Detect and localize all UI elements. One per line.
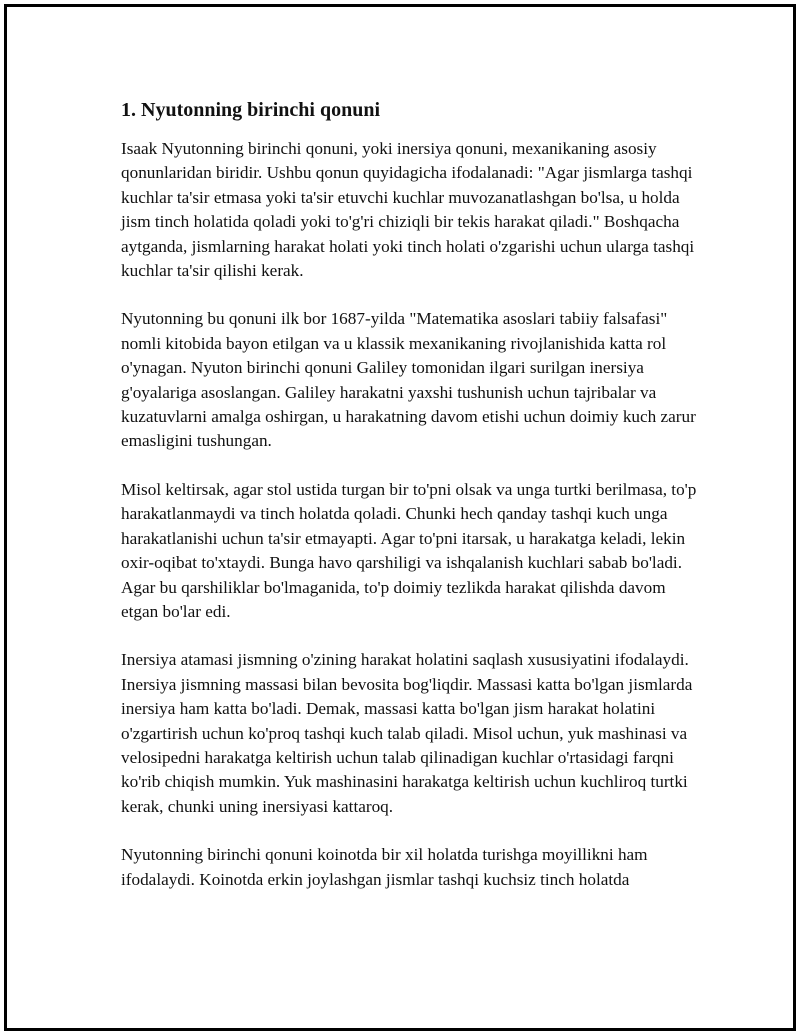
paragraph-history: Nyutonning bu qonuni ilk bor 1687-yilda "Matematika asoslari tabiiy falsafasi" nomli kitobida bayon etilgan va u klassik mexanikaning rivojlanishida katta rol o'ynagan. Nyuton birinchi qonuni Galiley tomonidan ilgari surilgan inersiya g'oyalariga asoslangan. Galiley harakatni yaxshi tushunish uchun tajribalar va kuzatuvlarni amalga oshirgan, u harakatning davom etishi uchun doimiy kuch zarur emasligini tushungan.	[121, 309, 696, 451]
paragraph-cosmos: Nyutonning birinchi qonuni koinotda bir xil holatda turishga moyillikni ham ifodalaydi. Koinotda erkin joylashgan jismlar tashqi kuchsiz tinch holatda	[121, 845, 648, 889]
document-page	[4, 4, 796, 1031]
paragraph-inertia-law: Isaak Nyutonning birinchi qonuni, yoki inersiya qonuni, mexanikaning asosiy qonunlaridan biridir. Ushbu qonun quyidagicha ifodalanadi: "Agar jismlarga tashqi kuchlar ta'sir etmasa yoki ta'sir etuvchi kuchlar muvozanatlashgan bo'lsa, u holda jism tinch holatida qoladi yoki to'g'ri chiziqli bir tekis harakat qiladi." Boshqacha aytganda, jismlarning harakat holati yoki tinch holati o'zgarishi uchun ularga tashqi kuchlar ta'sir qilishi kerak.	[121, 139, 695, 281]
document-body	[121, 97, 701, 916]
paragraph-inertia-mass: Inersiya atamasi jismning o'zining harakat holatini saqlash xususiyatini ifodalaydi. Inersiya jismning massasi bilan bevosita bog'liqdir. Massasi katta bo'lgan jismlarda inersiya ham katta bo'ladi. Demak, massasi katta bo'lgan jism harakat holatini o'zgartirish uchun ko'proq tashqi kuch talab qiladi. Misol uchun, yuk mashinasi va velosipedni harakatga keltirish uchun talab qilinadigan kuchlar o'rtasidagi farqni ko'rib chiqish mumkin. Yuk mashinasini harakatga keltirish uchun kuchliroq turtki kerak, chunki uning inersiyasi kattaroq.	[121, 650, 693, 816]
paragraph-ball-example: Misol keltirsak, agar stol ustida turgan bir to'pni olsak va unga turtki berilmasa, to'p harakatlanmaydi va tinch holatda qoladi. Chunki hech qanday tashqi kuch unga harakatlanishi uchun ta'sir etmayapti. Agar to'pni itarsak, u harakatga keladi, lekin oxir-oqibat to'xtaydi. Bunga havo qarshiligi va ishqalanish kuchlari sabab bo'ladi. Agar bu qarshiliklar bo'lmaganida, to'p doimiy tezlikda harakat qilishda davom etgan bo'lar edi.	[121, 479, 697, 621]
section-heading: 1. Nyutonning birinchi qonuni	[121, 99, 380, 121]
